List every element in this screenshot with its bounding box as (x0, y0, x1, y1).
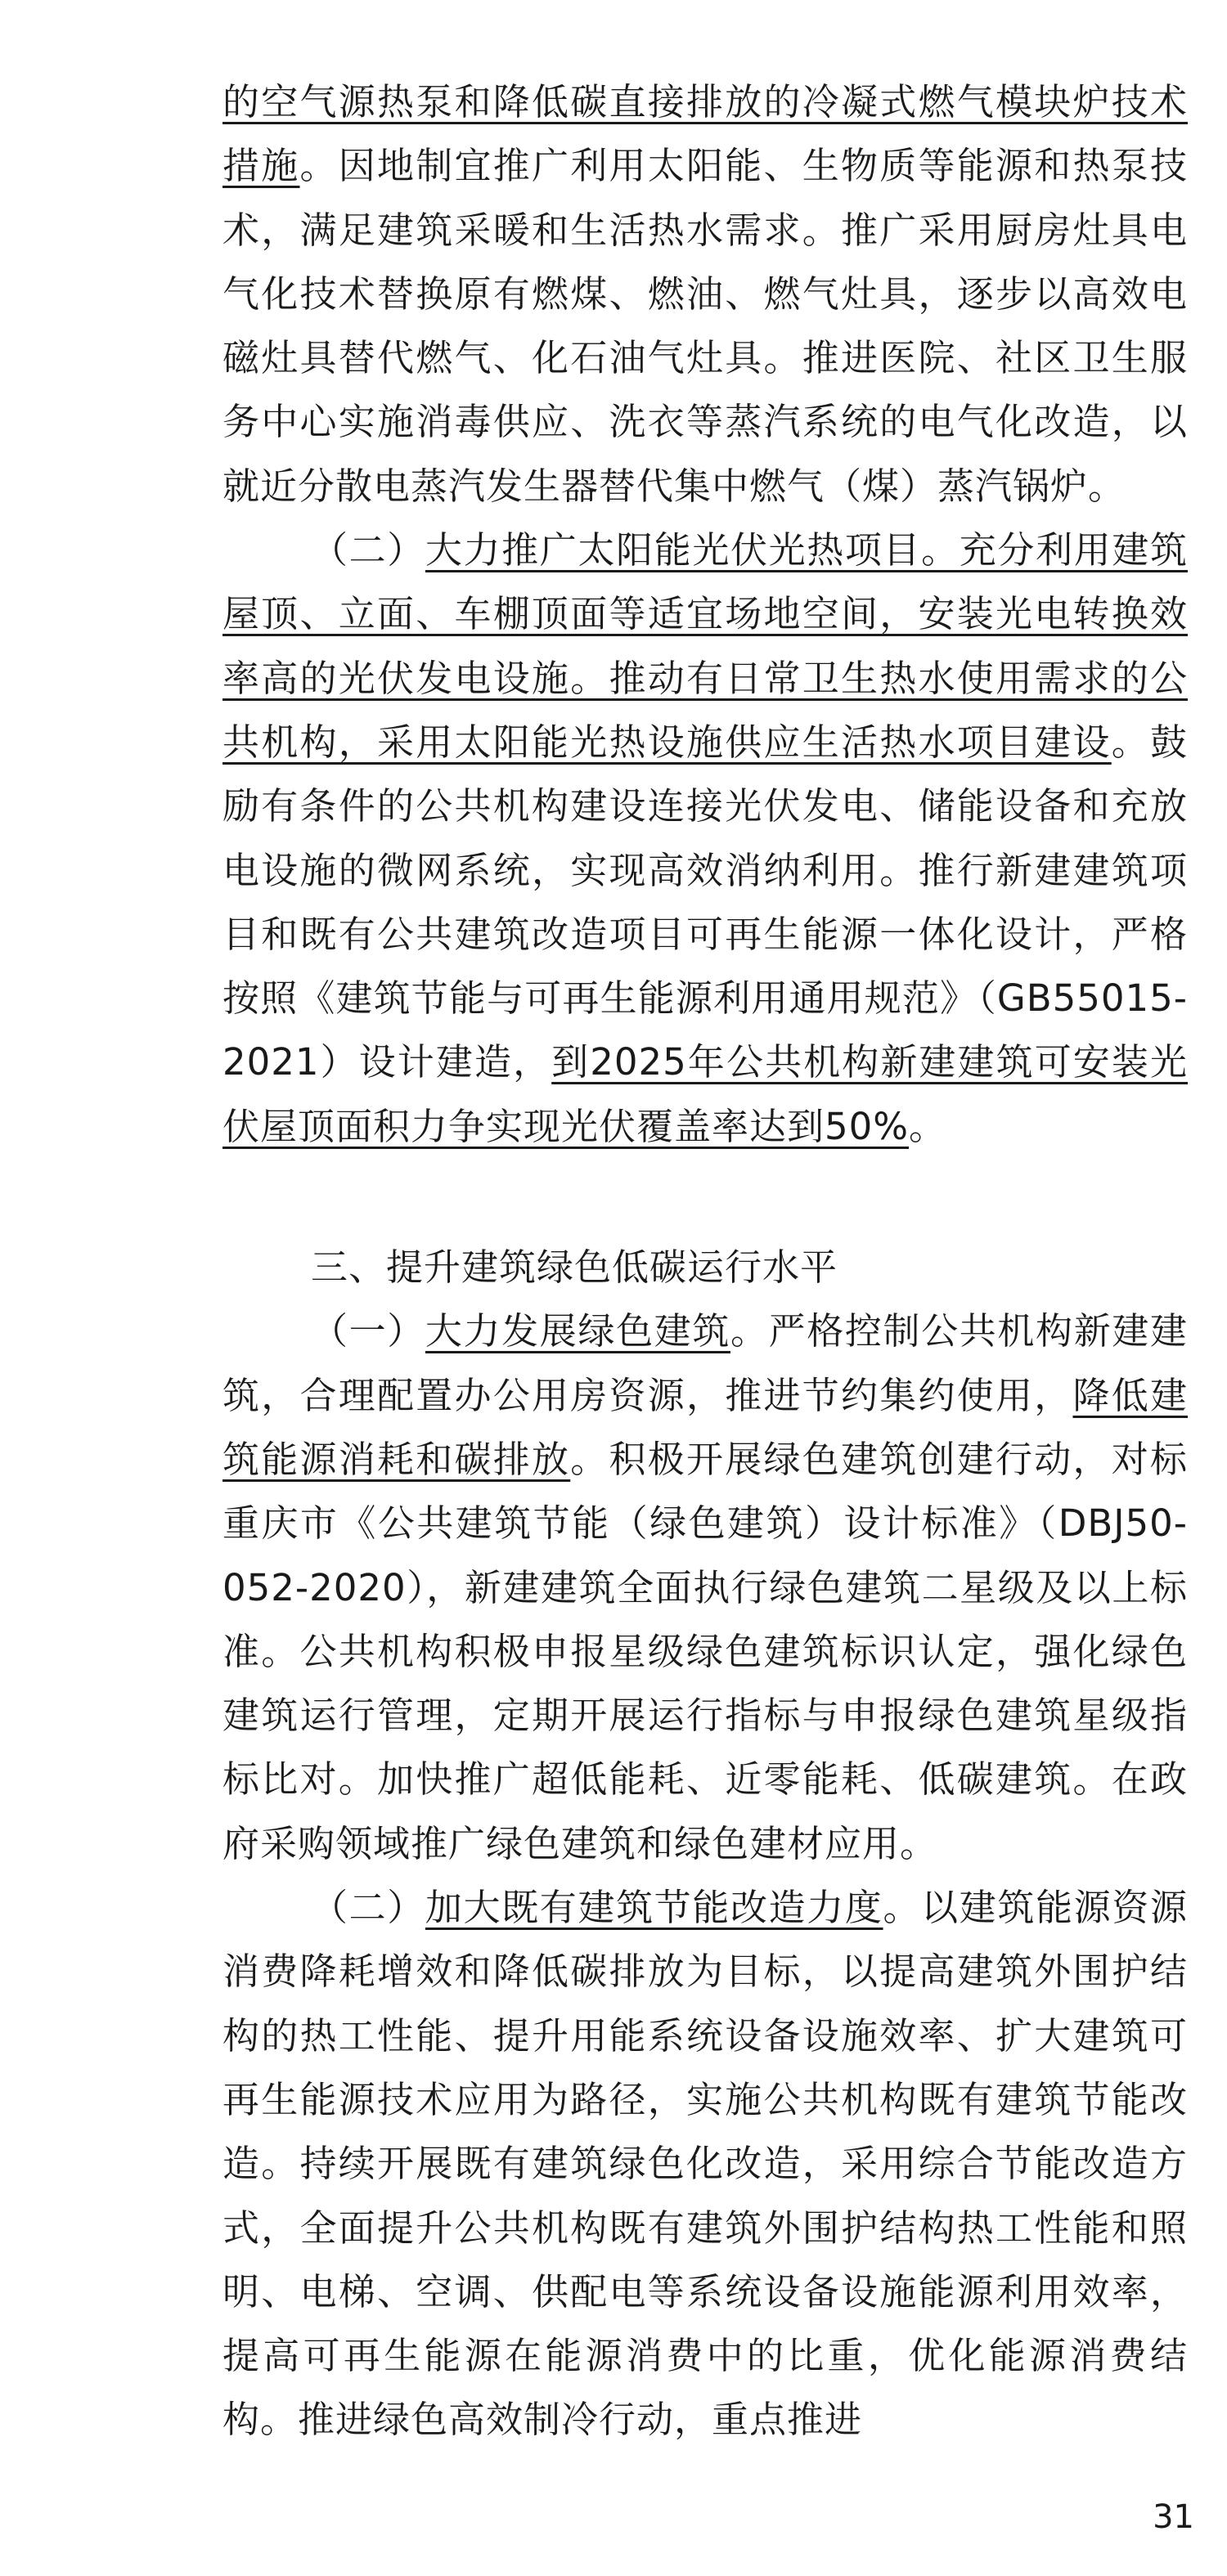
paragraph-text: 。严格控制公共机构新建建筑，合理配置办公用房资源，推进节约集约使用， (222, 1309, 1188, 1417)
paragraph-retrofit (222, 1876, 1188, 2453)
underlined-text: 的空气源热泵和降低碳直接排放的冷凝式燃气模块炉技术措施 (222, 80, 1188, 188)
underlined-text: 大力推广太阳能光伏光热项目。充分利用建筑屋顶、立面、车棚顶面等适宜场地空间，安装光电转换效率高的光伏发电设施。推动有日常卫生热水使用需求的公共机构，采用太阳能光热设施供应生活热水项目建设 (222, 528, 1188, 764)
underlined-text: 到2025年公共机构新建建筑可安装光伏屋顶面积力争实现光伏覆盖率达到50% (222, 1040, 1188, 1148)
paragraph-text: 。积极开展绿色建筑创建行动，对标重庆市《公共建筑节能（绿色建筑）设计标准》（DBJ50-052-2020），新建建筑全面执行绿色建筑二星级及以上标准。公共机构积极申报星级绿色建筑标识认定，强化绿色建筑运行管理，定期开展运行指标与申报绿色建筑星级指标比对。加快推广超低能耗、近零能耗、低碳建筑。在政府采购领域推广绿色建筑和绿色建材应用。 (222, 1437, 1188, 1865)
underlined-text: 降低建筑能源消耗和碳排放 (222, 1373, 1188, 1481)
paragraph-heating-measures (222, 70, 1188, 518)
paragraph-text: 。因地制宜推广利用太阳能、生物质等能源和热泵技术，满足建筑采暖和生活热水需求。推广采用厨房灶具电气化技术替换原有燃煤、燃油、燃气灶具，逐步以高效电磁灶具替代燃气、化石油气灶具。推进医院、社区卫生服务中心实施消毒供应、洗衣等蒸汽系统的电气化改造，以就近分散电蒸汽发生器替代集中燃气（煤）蒸汽锅炉。 (222, 144, 1188, 508)
paragraph-text: 。以建筑能源资源消费降耗增效和降低碳排放为目标，以提高建筑外围护结构的热工性能、提升用能系统设备设施效率、扩大建筑可再生能源技术应用为路径，实施公共机构既有建筑节能改造。持续开展既有建筑绿色化改造，采用综合节能改造方式，全面提升公共机构既有建筑外围护结构热工性能和照明、电梯、空调、供配电等系统设备设施能源利用效率，提高可再生能源在能源消费中的比重，优化能源消费结构。推进绿色高效制冷行动，重点推进 (222, 1886, 1188, 2442)
document-body (222, 70, 1188, 2453)
item-number: （二） (311, 1886, 425, 1930)
item-number: （一） (311, 1309, 425, 1353)
underlined-text: 加大既有建筑节能改造力度 (425, 1886, 883, 1930)
item-number: （二） (311, 528, 425, 572)
section-heading: 三、提升建筑绿色低碳运行水平 (311, 1245, 838, 1290)
page-number: 31 (1153, 2498, 1194, 2536)
section-spacer (222, 1159, 1188, 1236)
underlined-text: 大力发展绿色建筑 (425, 1309, 730, 1353)
paragraph-text: 。鼓励有条件的公共机构建设连接光伏发电、储能设备和充放电设施的微网系统，实现高效消纳利用。推行新建建筑项目和既有公共建筑改造项目可再生能源一体化设计，严格按照《建筑节能与可再生能源利用通用规范》（GB55015-2021）设计建造， (222, 720, 1188, 1084)
paragraph-green-building (222, 1299, 1188, 1876)
paragraph-text: 。 (909, 1104, 947, 1148)
paragraph-solar-pv (222, 518, 1188, 1159)
